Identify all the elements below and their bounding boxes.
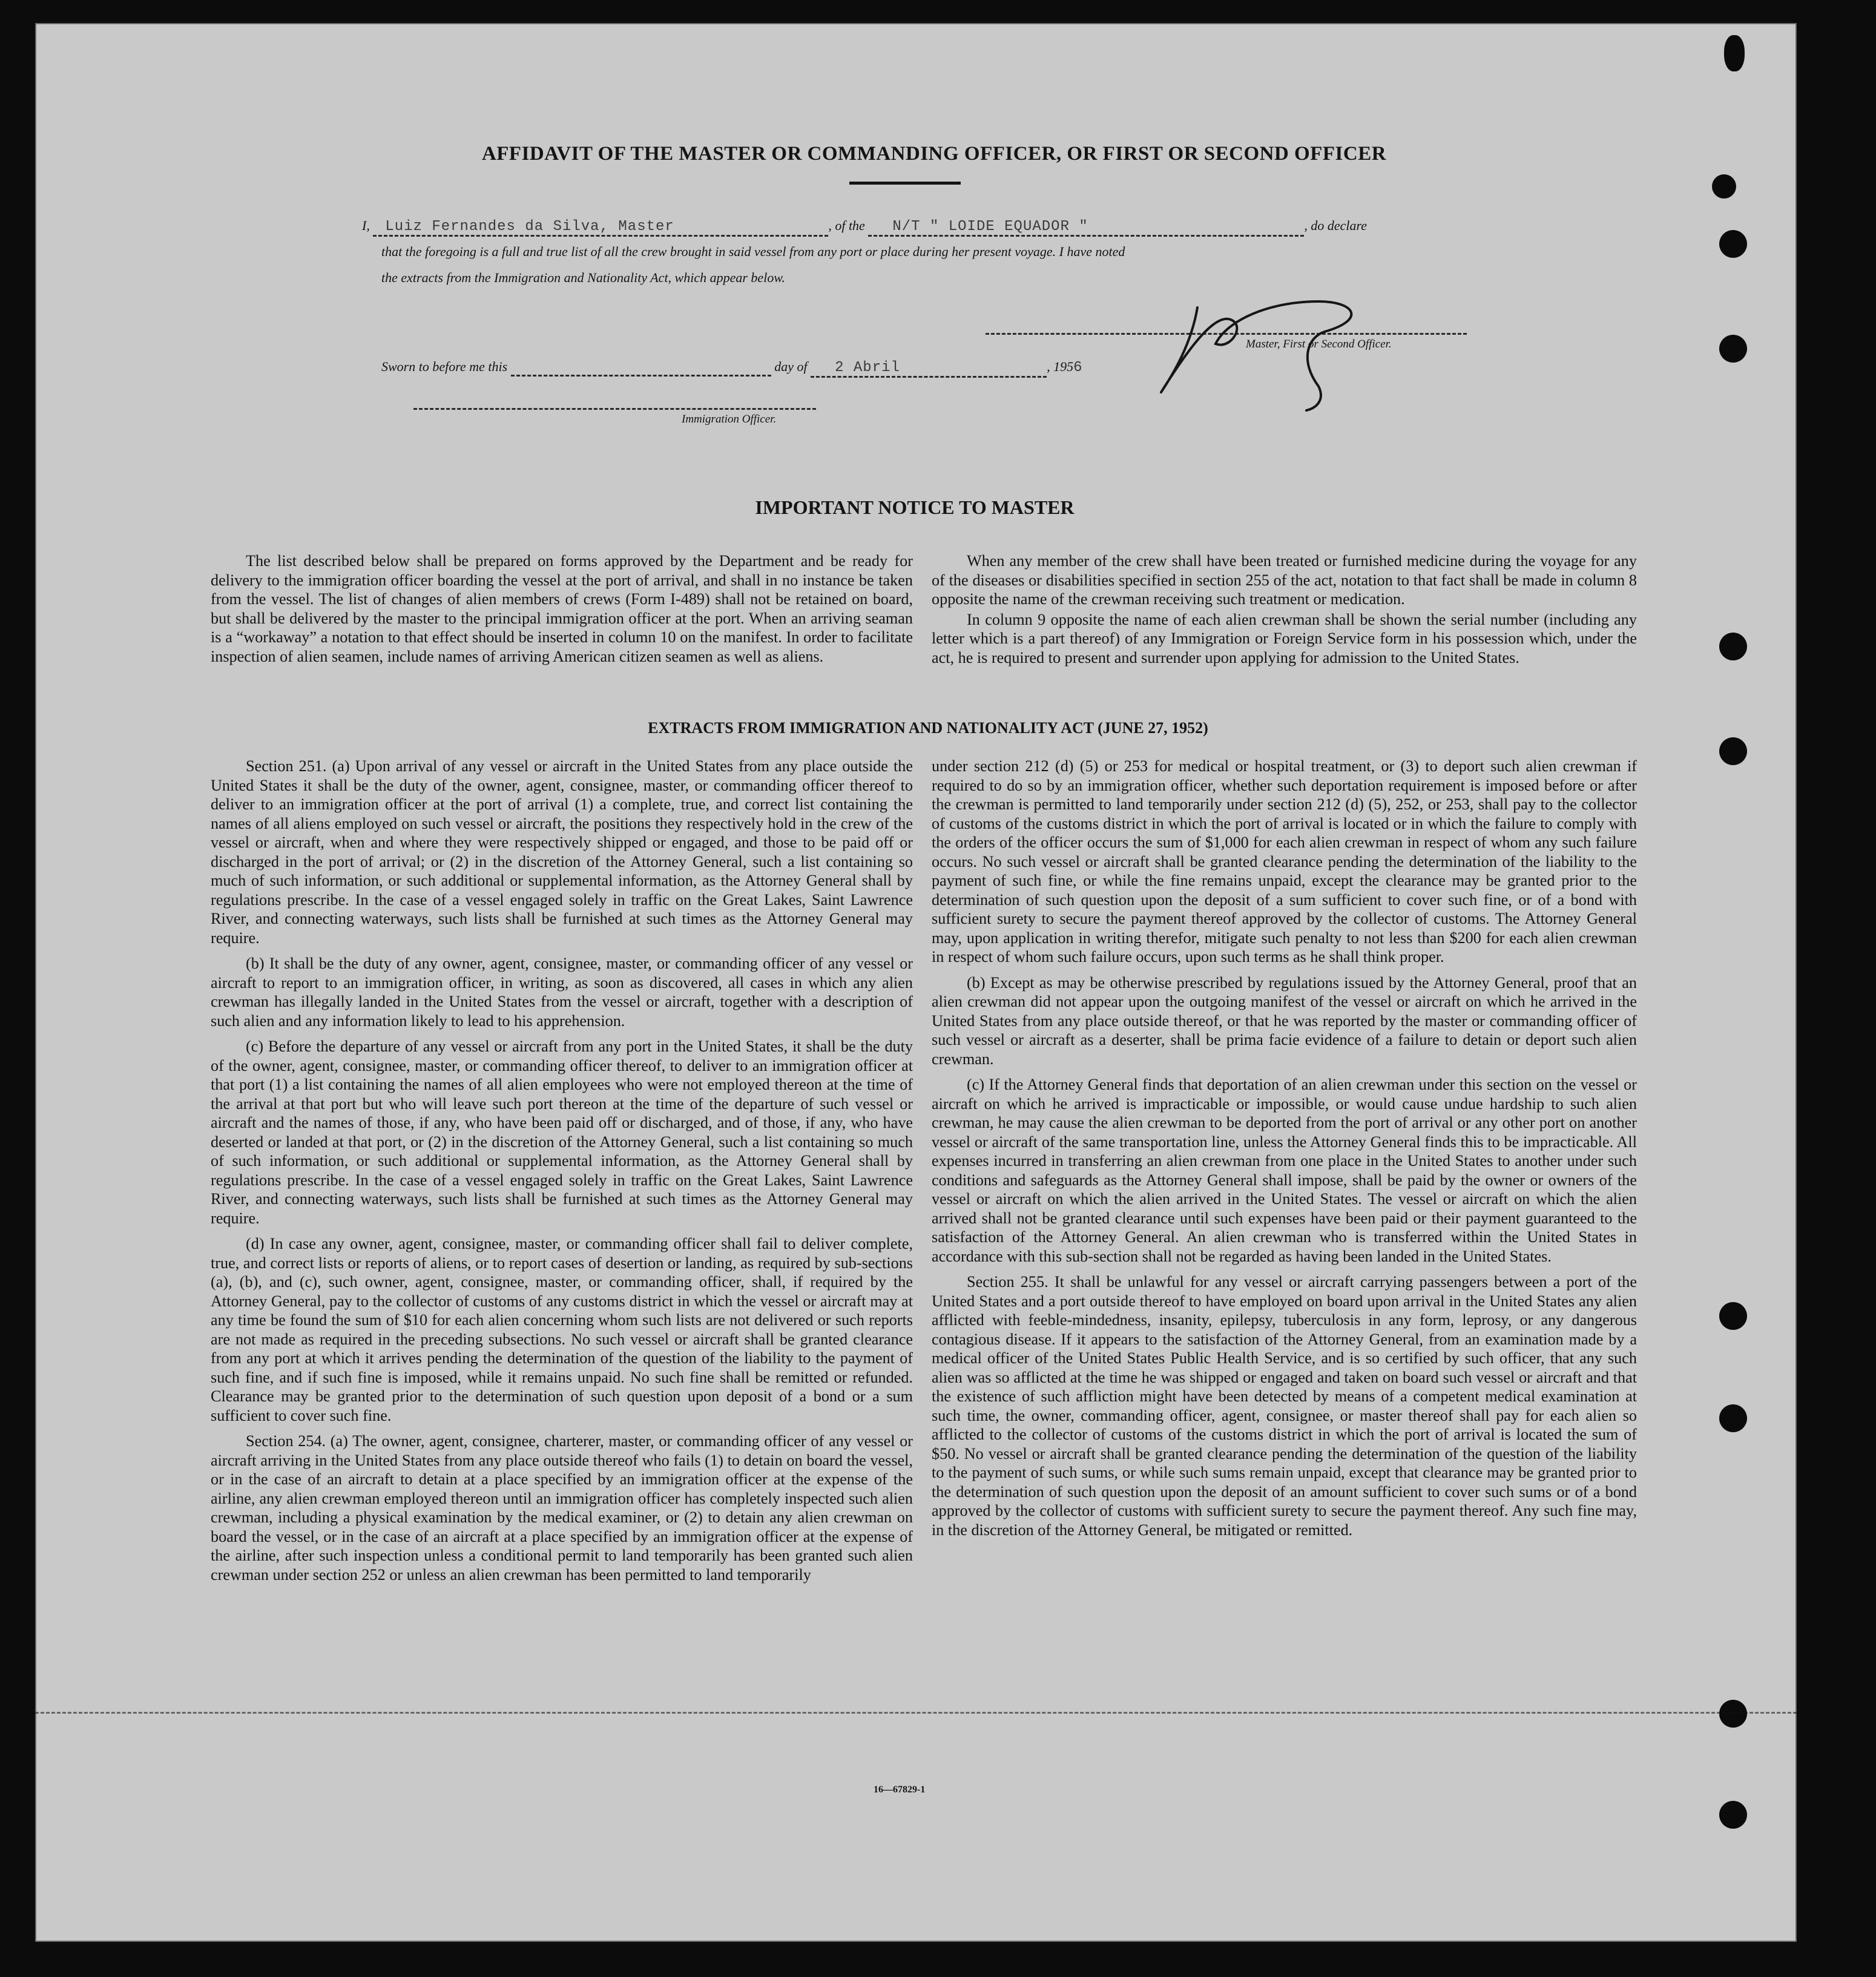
punch-hole xyxy=(1719,1404,1747,1432)
sworn-day-field[interactable] xyxy=(511,359,771,377)
extracts-title: EXTRACTS FROM IMMIGRATION AND NATIONALITY ACT (JUNE 27, 1952) xyxy=(648,719,1208,737)
punch-hole xyxy=(1719,633,1747,660)
master-name-field[interactable] xyxy=(373,218,828,237)
extracts-right-column xyxy=(932,757,1637,1546)
form-number: 16—67829-1 xyxy=(874,1785,926,1795)
title-underline xyxy=(849,182,961,185)
sworn-date-value: 2 Abril xyxy=(835,360,900,376)
punch-hole xyxy=(1719,1700,1747,1728)
notice-title: IMPORTANT NOTICE TO MASTER xyxy=(755,496,1075,518)
scan-crease-line xyxy=(35,1712,1797,1714)
extracts-left-column xyxy=(211,757,913,1591)
punch-hole xyxy=(1719,1302,1747,1330)
affidavit-line-2: that the foregoing is a full and true list of all the crew brought in said vessel from any port or place during her present voyage. I have noted xyxy=(381,244,1125,259)
notice-right-paragraph-1: When any member of the crew shall have been treated or furnished medicine during the voyage for any of the diseases or disabilities specified in section 255 of the act, notation to that fact shall be made in column 8 opposite the name of the crewman receiving such treatment or medication. xyxy=(932,552,1637,608)
extract-right-paragraph: (c) If the Attorney General finds that deportation of an alien crewman under this section on the vessel or aircraft on which he arrived is impracticable or impossible, or would cause undue hardship to such alien crewman, he may cause the alien crewman to be deported from the port of arrival or any other port on another vessel or aircraft of the same transportation line, unless the Attorney General finds this to be impracticable. All expenses incurred in transferring an alien crewman from one place in the United States to another under such conditions and safeguards as the Attorney General shall impose, shall be paid by the owner or owners of the vessel or aircraft on which the alien arrived in the United States. The vessel or aircraft on which the alien arrived shall not be granted clearance until such expenses have been paid or their payment guaranteed to the satisfaction of the Attorney General. An alien crewman who is transferred within the United States in accordance with this sub-section shall not be regarded as having been landed in the United States. xyxy=(932,1076,1637,1265)
extract-right-paragraph: under section 212 (d) (5) or 253 for medical or hospital treatment, or (3) to deport such alien crewman if required to do so by an immigration officer, whether such deportation requirement is imposed before or after the crewman is permitted to land temporarily under section 212 (d) (5), 252, or 253, shall pay to the collector of customs of the customs district in which the port of arrival is located or in which the failure to comply with the orders of the officer occurs the sum of $1,000 for each alien crewman in respect of whom any such failure occurs. No such vessel or aircraft shall be granted clearance pending the determination of the liability to the payment of such fine, or while the fine remains unpaid, except the clearance may be granted prior to the determination of such question upon the deposit of a sum sufficient to cover such fine, or of a bond with sufficient surety to secure the payment thereof approved by the collector of customs. The Attorney General may, upon application in writing therefor, mitigate such penalty to not less than $200 for each alien crewman in respect of whom such failure occurs, upon such terms as he shall think proper. xyxy=(932,757,1637,965)
punch-hole xyxy=(1719,335,1747,363)
notice-right-column xyxy=(932,551,1637,674)
extract-right-paragraph: Section 255. It shall be unlawful for any vessel or aircraft carrying passengers between a port of the United States and a port outside thereof to have employed on board upon arrival in the United States any alien afflicted with feeble-mindedness, insanity, epilepsy, tuberculosis in any form, leprosy, or any dangerous contagious disease. If it appears to the satisfaction of the Attorney General, from an examination made by a medical officer of the United States Public Health Service, and is so certified by such officer, that any such alien was so afflicted at the time he was shipped or engaged and taken on board such vessel or aircraft and that the existence of such affliction might have been detected by means of a competent medical examination at such time, the owner, commanding officer, agent, consignee, or master thereof shall pay for each alien so afflicted to the collector of customs of the customs district in which the port of arrival is located the sum of $50. No vessel or aircraft shall be granted clearance pending the determination of the question of the liability to the payment of such sums, or while such sums remain unpaid, except that clearance may be granted prior to the determination of such question upon the deposit of an amount sufficient to cover such sums or of a bond approved by the collector of customs with sufficient surety to secure the payment thereof. Any such fine may, in the discretion of the Attorney General, be mitigated or remitted. xyxy=(932,1273,1637,1539)
master-caption: Master, First or Second Officer. xyxy=(1246,338,1392,350)
affidavit-line-3: the extracts from the Immigration and Nationality Act, which appear below. xyxy=(381,270,785,285)
punch-hole xyxy=(1712,174,1736,199)
day-of-label: day of xyxy=(774,359,808,374)
extract-left-paragraph: (b) It shall be the duty of any owner, agent, consignee, master, or commanding officer of any vessel or aircraft to report to an immigration officer, in writing, as soon as discovered, all cases in which any alien crewman has illegally landed in the United States from the vessel or aircraft, together with a description of such alien and any information likely to lead to his apprehension. xyxy=(211,955,913,1030)
punch-hole xyxy=(1719,230,1747,258)
extract-left-paragraph: Section 254. (a) The owner, agent, consignee, charterer, master, or commanding officer of any vessel or aircraft arriving in the United States from any place outside thereof who fails (1) to detain on board the vessel, or in the case of an aircraft to detain at a place specified by an immigration officer at the expense of the airline, any alien crewman employed thereon until an immigration officer has completely inspected such alien crewman, including a physical examination by the medical examiner, or (2) to detain any alien crewman on board the vessel, or in the case of an aircraft at a place specified by an immigration officer at the expense of the airline, after such inspection unless a conditional permit to land temporarily has been granted such alien crewman under section 252 or unless an alien crewman has been permitted to land temporarily xyxy=(211,1432,913,1584)
sworn-line xyxy=(381,359,1156,378)
sworn-date-field[interactable] xyxy=(811,359,1047,378)
immigration-officer-caption: Immigration Officer. xyxy=(682,413,777,426)
notice-right-paragraph-2: In column 9 opposite the name of each alien crewman shall be shown the serial number (including any letter which is a part thereof) of any Immigration or Foreign Service form in his possession which, under the act, he is required to present and surrender upon applying for admission to the United States. xyxy=(932,610,1637,666)
extract-right-paragraph: (b) Except as may be otherwise prescribed by regulations issued by the Attorney General, proof that an alien crewman did not appear upon the outgoing manifest of the vessel or aircraft on which he arrived in the United States from any place outside thereof, or that he was reported by the master or commanding officer of such vessel or aircraft as a deserter, shall be prima facie evidence of a failure to detain or deport such alien crewman. xyxy=(932,973,1637,1068)
punch-hole xyxy=(1719,1801,1747,1829)
punch-hole xyxy=(1719,737,1747,765)
vessel-name-field[interactable] xyxy=(868,218,1304,237)
do-declare-label: , do declare xyxy=(1304,218,1367,233)
of-the-label: , of the xyxy=(828,218,865,233)
notice-left-column xyxy=(211,551,913,673)
extract-left-paragraph: (d) In case any owner, agent, consignee, master, or commanding officer shall fail to deliver complete, true, and correct lists or reports of aliens, or to report cases of desertion or landing, as required by sub-sections (a), (b), and (c), such owner, agent, consignee, master, or commanding officer, shall, if required by the Attorney General, pay to the collector of customs of any customs district in which the vessel or aircraft may at any time be found the sum of $10 for each alien concerning whom such lists are not delivered or such reports are not made as required in the preceding subsections. No such vessel or aircraft shall be granted clearance from any port at which it arrives pending the determination of the question of the liability to the payment of such fine, and if such fine is imposed, while it remains unpaid. No such fine shall be remitted or refunded. Clearance may be granted prior to the determination of such question upon deposit of a bond or a sum sufficient to cover such fine. xyxy=(211,1235,913,1424)
sworn-label: Sworn to before me this xyxy=(381,359,508,374)
notice-left-paragraph: The list described below shall be prepared on forms approved by the Department and be ready for delivery to the immigration officer boarding the vessel at the port of arrival, and shall in no instance be taken from the vessel. The list of changes of alien members of crews (Form I-489) shall not be retained on board, but shall be delivered by the master to the principal immigration officer at the port. When an arriving seaman is a “workaway” a notation to that effect should be inserted in column 10 on the manifest. In order to facilitate inspection of alien seamen, include names of arriving American citizen seamen as well as aliens. xyxy=(211,552,913,665)
master-name-value: Luiz Fernandes da Silva, Master xyxy=(385,219,674,235)
pronoun-i: I, xyxy=(362,218,370,233)
affidavit-title: AFFIDAVIT OF THE MASTER OR COMMANDING OFFICER, OR FIRST OR SECOND OFFICER xyxy=(481,143,1387,165)
punch-hole xyxy=(1724,35,1745,71)
vessel-name-value: N/T " LOIDE EQUADOR " xyxy=(892,219,1088,235)
extract-left-paragraph: Section 251. (a) Upon arrival of any vessel or aircraft in the United States from any place outside the United States it shall be the duty of the owner, agent, consignee, master, or commanding officer thereof to deliver to an immigration officer at the port of arrival (1) a complete, true, and correct list containing the names of all aliens employed on such vessel or aircraft, the positions they respectively hold in the crew of the vessel or aircraft, when and where they were respectively shipped or engaged, and those to be paid off or discharged in the port of arrival; or (2) in the discretion of the Attorney General, such a list containing so much of such information, or such additional or supplemental information, as the Attorney General shall by regulations prescribe. In the case of a vessel engaged solely in traffic on the Great Lakes, Saint Lawrence River, and connecting waterways, such lists shall be furnished at such times as the Attorney General may require. xyxy=(211,757,913,947)
extract-left-paragraph: (c) Before the departure of any vessel or aircraft from any port in the United States, it shall be the duty of the owner, agent, consignee, master, or commanding officer thereof, to deliver to an immigration officer at that port (1) a list containing the names of all alien employees who were not employed thereon at the time of the arrival at that port but who will leave such port thereon at the time of the departure of such vessel or aircraft and the names of those, if any, who have been paid off or discharged, and of those, if any, who have deserted or landed at that port, or (2) in the discretion of the Attorney General, such a list containing so much of such information, or such additional or supplemental information, as the Attorney General shall by regulations prescribe. In the case of a vessel engaged solely in traffic on the Great Lakes, Saint Lawrence River, and connecting waterways, such lists shall be furnished at such times as the Attorney General may require. xyxy=(211,1038,913,1227)
year-prefix: , 195 xyxy=(1047,359,1074,374)
immigration-officer-line xyxy=(413,408,816,410)
document-page xyxy=(35,23,1797,1942)
year-value: 6 xyxy=(1073,360,1083,376)
affidavit-line-1 xyxy=(362,218,1503,237)
